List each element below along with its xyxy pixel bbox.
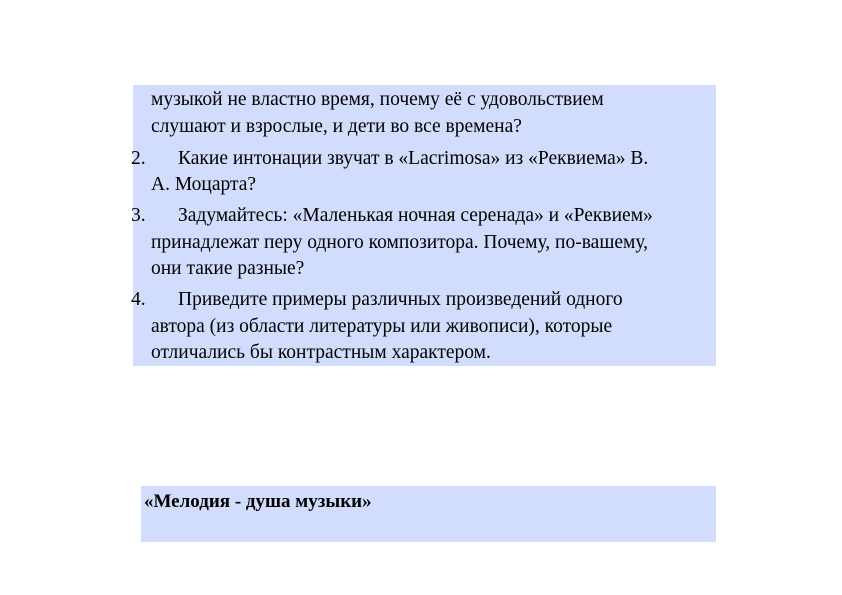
- questions-block: [133, 85, 716, 366]
- question-4-line-3: отличались бы контрастным характером.: [151, 342, 491, 363]
- question-3-line-1: Задумайтесь: «Маленькая ночная серенада» и «Реквием»: [178, 205, 653, 226]
- continuation-line-1: музыкой не властно время, почему её с удовольствием: [151, 89, 604, 110]
- continuation-line-2: слушают и взрослые, и дети во все времена?: [151, 116, 522, 137]
- section-title-block: [141, 486, 716, 542]
- question-4-line-2: автора (из области литературы или живописи), которые: [151, 316, 613, 337]
- question-2-line-2: А. Моцарта?: [151, 174, 257, 195]
- question-3-line-3: они такие разные?: [151, 258, 305, 279]
- question-3-line-2: принадлежат перу одного композитора. Почему, по-вашему,: [151, 232, 649, 253]
- question-2-line-1: Какие интонации звучат в «Lacrimosa» из «Реквиема» В.: [178, 148, 649, 169]
- question-4-number: 4.: [131, 289, 146, 310]
- question-3-number: 3.: [131, 205, 146, 226]
- question-2-number: 2.: [131, 148, 146, 169]
- section-title: «Мелодия - душа музыки»: [144, 491, 372, 512]
- question-4-line-1: Приведите примеры различных произведений одного: [178, 289, 623, 310]
